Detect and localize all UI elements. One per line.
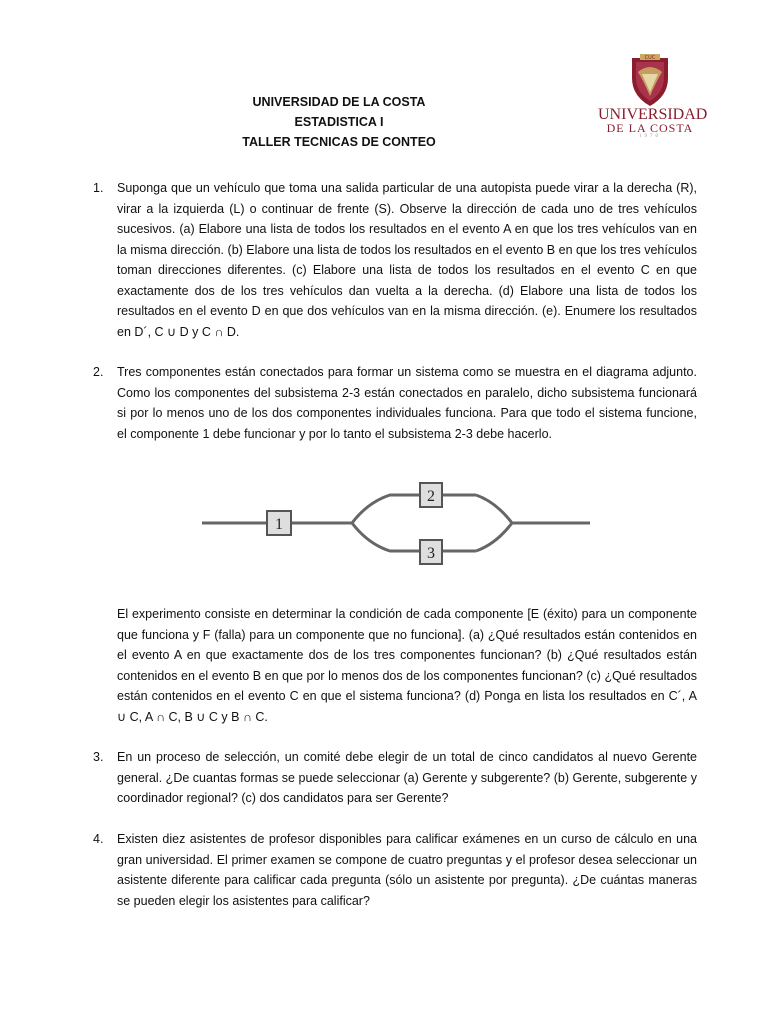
component-3-box bbox=[420, 540, 442, 564]
question-number: 4. bbox=[93, 832, 104, 846]
logo-name-line1: UNIVERSIDAD bbox=[598, 106, 708, 123]
university-logo bbox=[598, 52, 708, 139]
question-number: 2. bbox=[93, 365, 104, 379]
question-2-continuation: El experimento consiste en determinar la condición de cada componente [E (éxito) para un componente que funciona y F (falla) para un componente que no funciona]. (a) ¿Qué resultados están contenidos en el evento A en que exactamente dos de los tres componentes funcionan? (b) ¿Qué resultados están contenidos en el evento B en que por lo menos dos de los componentes funcionan? (c) ¿Qué resultados están contenidos en el evento C en que el sistema funciona? (d) Ponga en lista los resultados en C´, A ∪ C, A ∩ C, B ∪ C y B ∩ C. bbox=[117, 607, 697, 724]
shield-icon bbox=[598, 52, 702, 108]
logo-year: 1970 bbox=[639, 134, 661, 139]
system-diagram bbox=[200, 478, 592, 572]
component-1-label: 1 bbox=[275, 516, 283, 533]
question-4 bbox=[93, 829, 697, 911]
header-title: TALLER TECNICAS DE CONTEO bbox=[242, 135, 436, 149]
question-number: 3. bbox=[93, 750, 104, 764]
shield-text: CUC bbox=[644, 55, 656, 61]
component-2-box bbox=[420, 483, 442, 507]
question-text: Tres componentes están conectados para formar un sistema como se muestra en el diagrama adjunto. Como los componentes del subsistema 2-3 están conectados en paralelo, dicho subsistema funcionará si por lo menos uno de los dos componentes individuales funciona. Para que todo el sistema funcione, el componente 1 debe funcionar y por lo tanto el subsistema 2-3 debe hacerlo. bbox=[117, 365, 697, 441]
question-3 bbox=[93, 747, 697, 809]
component-2-label: 2 bbox=[427, 488, 435, 505]
question-2 bbox=[93, 362, 697, 444]
header-university: UNIVERSIDAD DE LA COSTA bbox=[252, 95, 426, 109]
header-course: ESTADISTICA I bbox=[294, 115, 384, 129]
logo-name-line2: DE LA COSTA bbox=[606, 121, 694, 135]
question-1 bbox=[93, 178, 697, 342]
question-text: Suponga que un vehículo que toma una salida particular de una autopista puede virar a la derecha (R), virar a la izquierda (L) o continuar de frente (S). Observe la dirección de cada uno de tres vehículos sucesivos. (a) Elabore una lista de todos los resultados en el evento A en que los tres vehículos van en la misma dirección. (b) Elabore una lista de todos los resultados en el evento B en que los tres vehículos toman direcciones diferentes. (c) Elabore una lista de todos los resultados en el evento C en que exactamente dos de los tres vehículos dan vuelta a la derecha. (d) Elabore una lista de todos los resultados en el evento D en que dos vehículos van en la misma dirección. (e). Enumere los resultados en D´, C ∪ D y C ∩ D. bbox=[117, 181, 697, 339]
question-text: Existen diez asistentes de profesor disponibles para calificar exámenes en un curso de cálculo en una gran universidad. El primer examen se compone de cuatro preguntas y el profesor desea seleccionar un asistente diferente para calificar cada pregunta (sólo un asistente por pregunta). ¿De cuántas maneras se pueden elegir los asistentes para calificar? bbox=[117, 832, 697, 908]
component-1-box bbox=[267, 511, 291, 535]
question-text: En un proceso de selección, un comité debe elegir de un total de cinco candidatos al nuevo Gerente general. ¿De cuantas formas se puede seleccionar (a) Gerente y subgerente? (b) Gerente, subgerente y coordinador regional? (c) dos candidatos para ser Gerente? bbox=[117, 750, 697, 805]
question-number: 1. bbox=[93, 181, 104, 195]
component-3-label: 3 bbox=[427, 545, 435, 562]
